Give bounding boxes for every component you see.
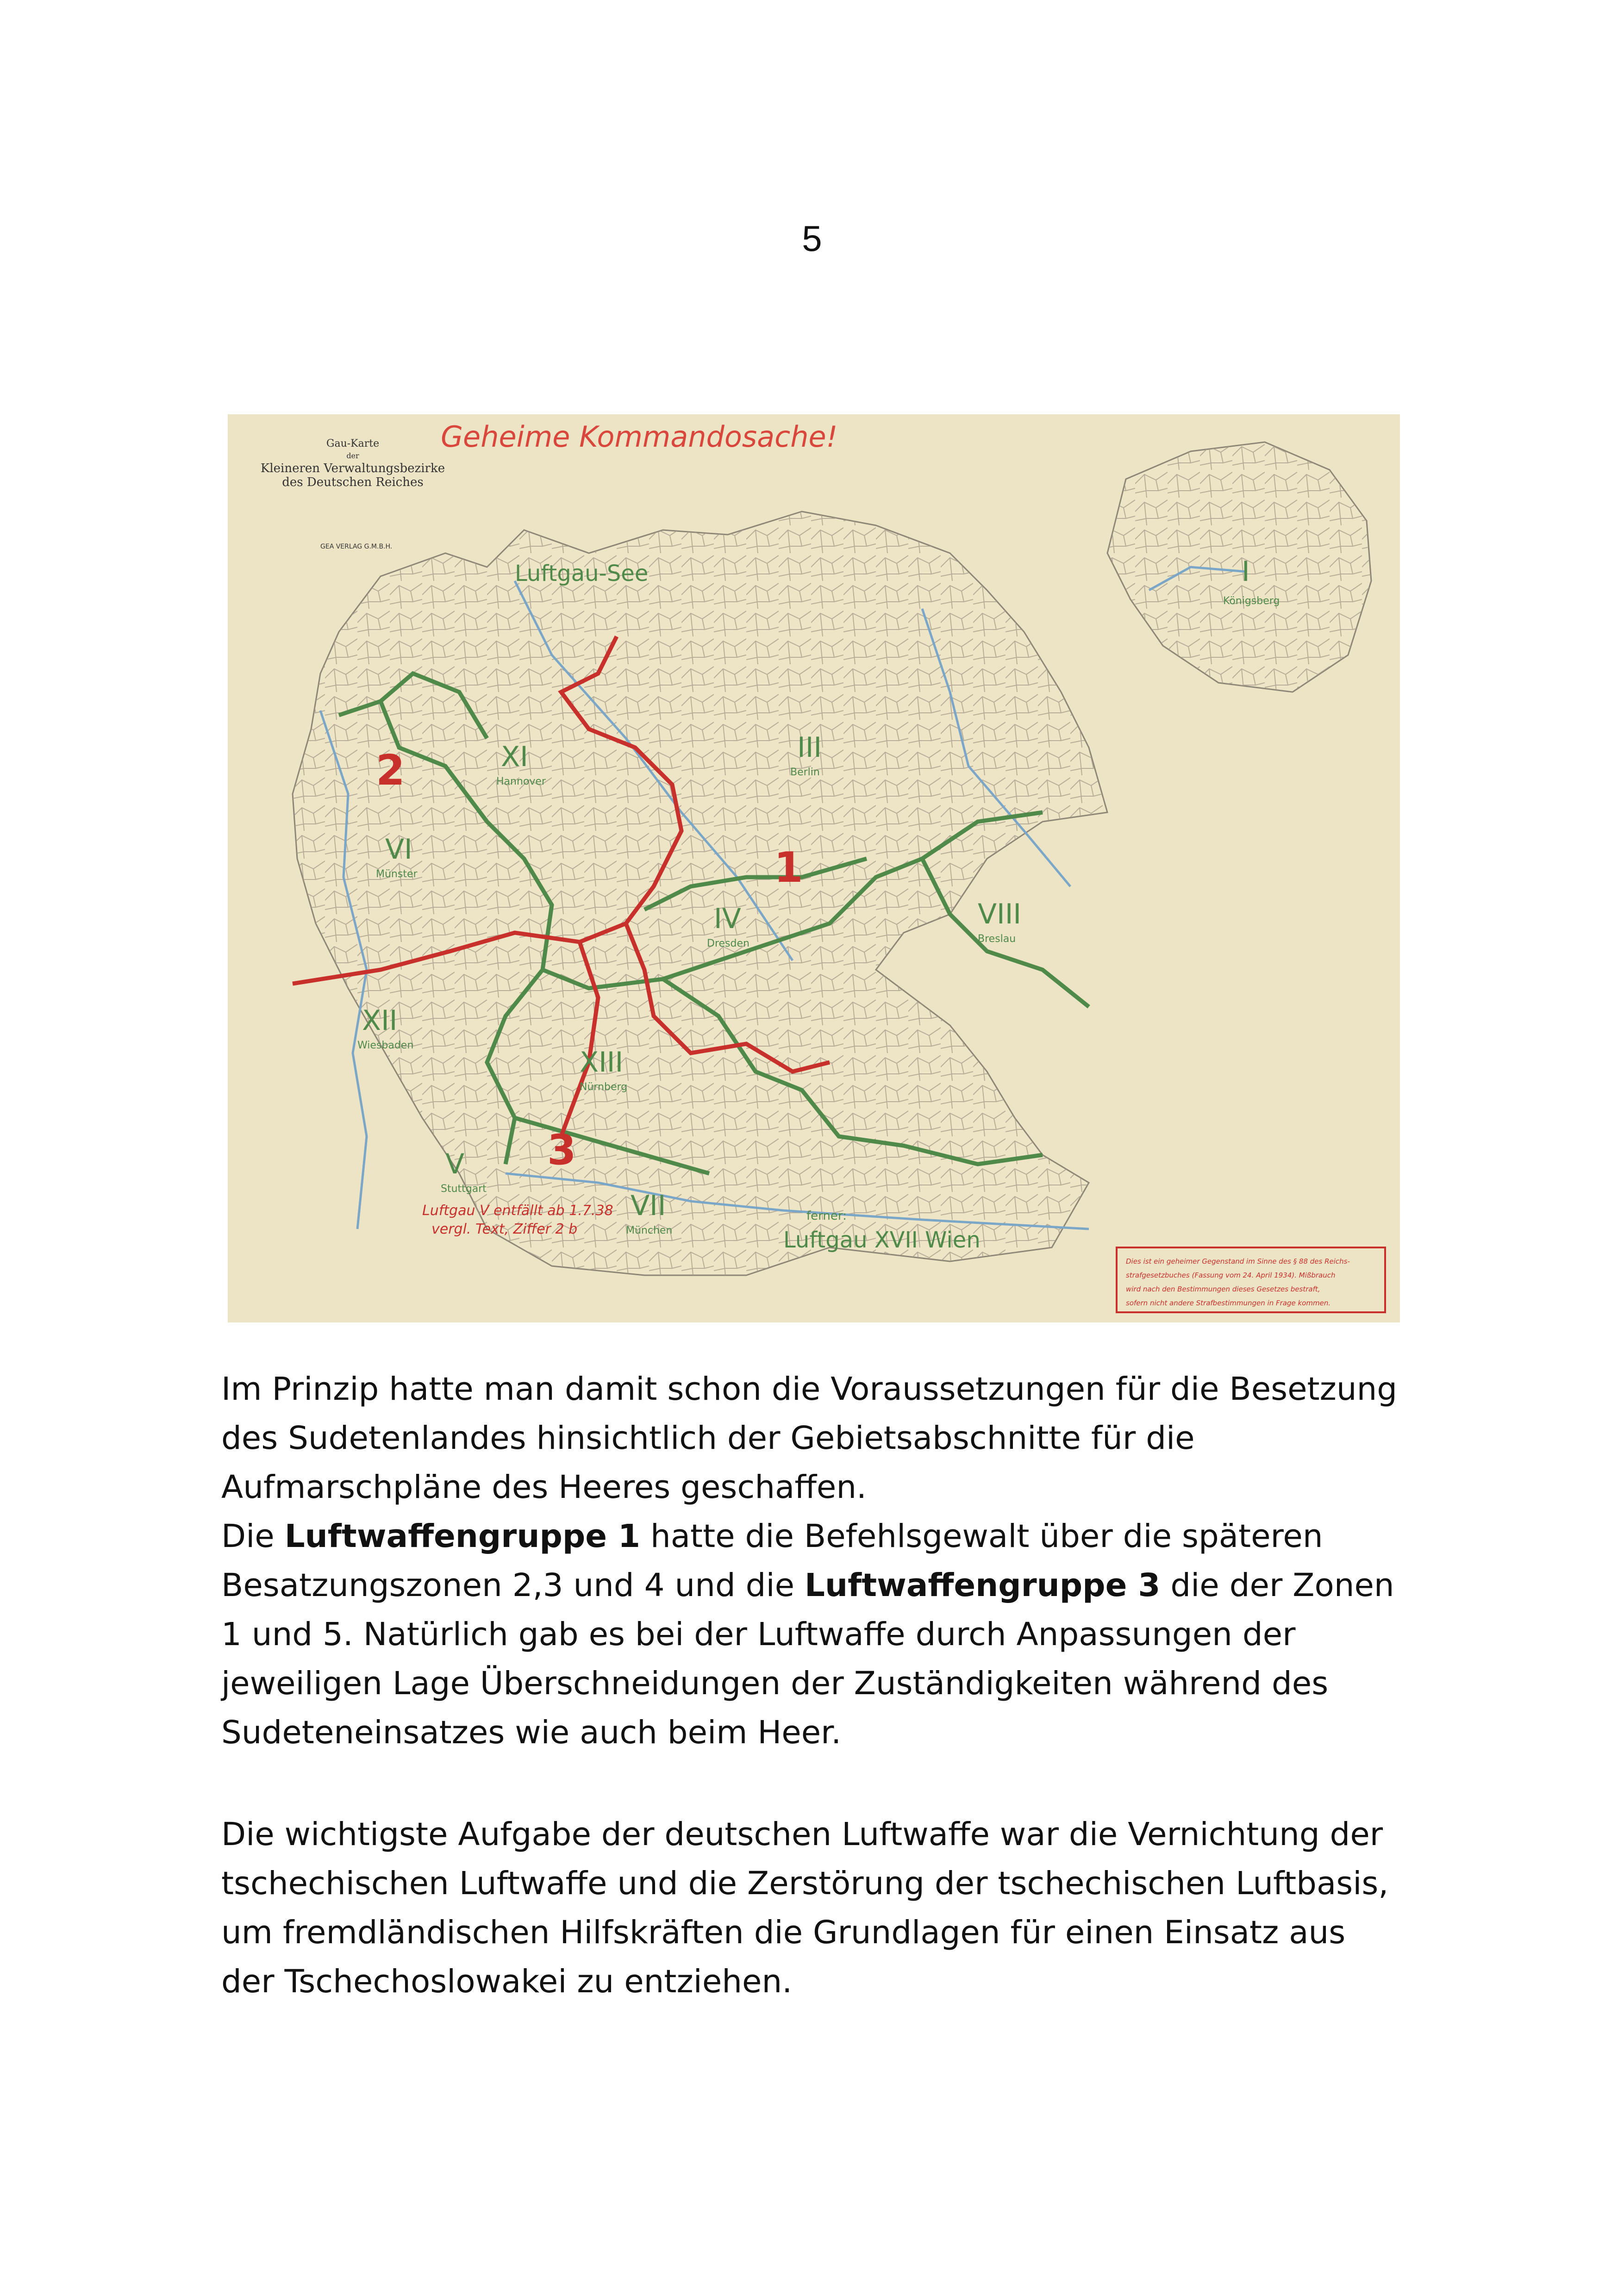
label-group-3: 3	[547, 1126, 576, 1174]
notice-line1: Dies ist ein geheimer Gegenstand im Sinne des § 88 des Reichs-	[1126, 1257, 1350, 1266]
notice-line4: sofern nicht andere Strafbestimmungen in Frage kommen.	[1126, 1299, 1331, 1307]
map-title-line1: Gau-Karte	[326, 438, 380, 449]
paragraph-1-text-e: die der Zonen 1 und 5. Natürlich gab es bei der Luftwaffe durch Anpassungen der jeweiligen Lage Überschneidungen der Zuständigkeiten während des Sudeteneinsatzes wie auch beim Heer.	[221, 1567, 1394, 1751]
label-luftgau-see: Luftgau-See	[515, 561, 649, 586]
label-luftgau-XIII: XIII	[580, 1046, 624, 1079]
map-title-line2: der	[346, 451, 359, 460]
label-luftgau-VIII-city: Breslau	[978, 933, 1016, 945]
note-luftgau-v-line1: Luftgau V entfällt ab 1.7.38	[422, 1203, 613, 1219]
luftwaffengruppe-1-bold: Luftwaffengruppe 1	[284, 1518, 641, 1555]
label-luftgau-III: III	[797, 731, 822, 764]
paragraph-1-text-c: hatte die Befehlsgewalt über die späteren Besatzungszonen 2,3 und 4 und die	[221, 1518, 1323, 1604]
notice-line3: wird nach den Bestimmungen dieses Gesetzes bestraft,	[1126, 1285, 1320, 1293]
label-luftgau-XIII-city: Nürnberg	[580, 1081, 628, 1093]
label-luftgau-XI: XI	[501, 741, 528, 773]
label-luftgau-III-city: Berlin	[790, 767, 820, 778]
paragraph-2: Die wichtigste Aufgabe der deutschen Luftwaffe war die Vernichtung der tschechischen Luftwaffe und die Zerstörung der tschechischen Luftbasis, um fremdländischen Hilfskräften die Grundlagen für einen Einsatz aus der Tschechoslowakei zu entziehen.	[221, 1816, 1389, 2000]
note-luftgau-v-line2: vergl. Text, Ziffer 2 b	[431, 1221, 578, 1237]
map-svg	[228, 414, 1400, 1322]
map-image	[228, 414, 1400, 1322]
map-title-line3: Kleineren Verwaltungsbezirke	[260, 461, 445, 475]
map-title-line4: des Deutschen Reiches	[282, 475, 424, 489]
label-ferner: ferner:	[806, 1209, 847, 1223]
label-luftgau-VII-city: München	[626, 1225, 673, 1236]
secret-stamp: Geheime Kommandosache!	[441, 420, 838, 454]
label-luftgau-VI: VI	[385, 833, 412, 866]
label-luftgau-VI-city: Münster	[376, 868, 418, 880]
notice-line2: strafgesetzbuches (Fassung vom 24. April 1934). Mißbrauch	[1126, 1271, 1336, 1279]
paragraph-1-text-a: Die	[221, 1518, 285, 1555]
luftwaffengruppe-3-bold: Luftwaffengruppe 3	[805, 1567, 1161, 1604]
map-publisher: GEA VERLAG G.M.B.H.	[320, 543, 393, 550]
label-luftgau-VIII: VIII	[978, 898, 1022, 930]
label-luftgau-VII: VII	[631, 1190, 666, 1222]
paragraph-1	[221, 1365, 1406, 1757]
label-luftgau-IV-city: Dresden	[707, 938, 750, 949]
label-group-2: 2	[376, 746, 405, 795]
label-luftgau-IV: IV	[714, 903, 741, 935]
label-luftgau-I-city: Königsberg	[1223, 595, 1280, 607]
paragraph-1-sentence-1: Im Prinzip hatte man damit schon die Voraussetzungen für die Besetzung des Sudetenlandes hinsichtlich der Gebietsabschnitte für die Aufmarschpläne des Heeres geschaffen.	[221, 1371, 1398, 1506]
label-luftgau-I: I	[1242, 555, 1250, 588]
page-number: 5	[802, 218, 822, 259]
label-luftgau-XII-city: Wiesbaden	[357, 1040, 414, 1051]
label-luftgau-V: V	[445, 1148, 465, 1180]
label-group-1: 1	[774, 843, 803, 892]
label-luftgau-XII: XII	[362, 1004, 398, 1037]
label-luftgau-xvii: Luftgau XVII Wien	[783, 1227, 981, 1253]
label-luftgau-V-city: Stuttgart	[441, 1183, 487, 1195]
label-luftgau-XI-city: Hannover	[496, 776, 546, 787]
